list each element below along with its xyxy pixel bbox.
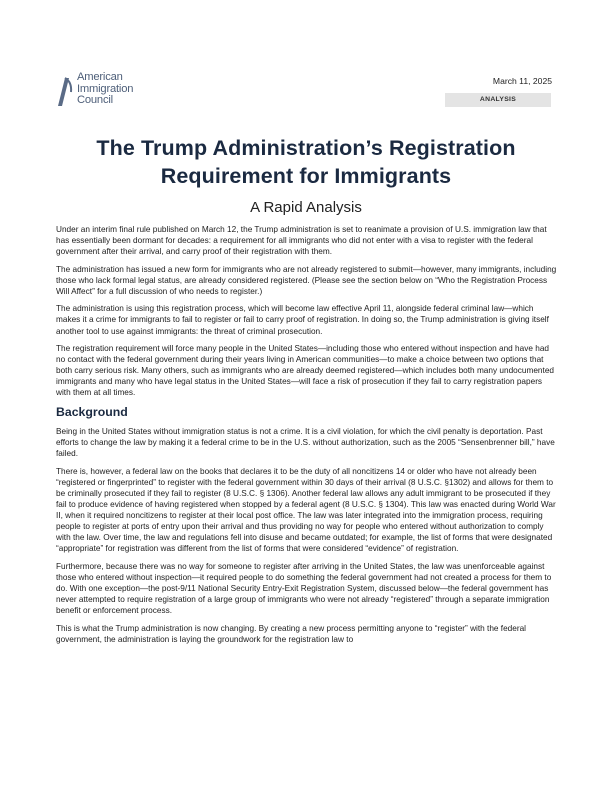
background-paragraph-1: Being in the United States without immigration status is not a crime. It is a civil violation, for which the civil penalty is deportation. Past efforts to change the law by making it a federal crime to be in the U.S. without authorization, such as the 2005 “Sensenbrenner bill,” have failed.	[56, 426, 555, 459]
article-body	[56, 224, 558, 651]
organization-logo	[56, 72, 133, 108]
intro-paragraph-1: Under an interim final rule published on March 12, the Trump administration is set to reanimate a provision of U.S. immigration law that has essentially been dormant for decades: a requirement for all immigrants who did not enter with a visa to register with the federal government after their arrival, and carry proof of their registration with them.	[56, 225, 547, 257]
title-line-1: The Trump Administration’s Registration	[96, 136, 516, 160]
category-tag: ANALYSIS	[445, 93, 551, 107]
background-paragraph-3: Furthermore, because there was no way for someone to register after arriving in the United States, the law was unenforceable against those who entered without inspection—it required people to do something the federal government had not created a process for them to do. With one exception—the post-9/11 National Security Entry-Exit Registration System, discussed below—the federal government has never attempted to require registration of a large group of immigrants who were not already “registered” through a separate immigration benefit or enforcement process.	[56, 561, 552, 616]
logo-line-2: Immigration	[77, 82, 134, 95]
intro-paragraph-3: The administration is using this registration process, which will become law effective April 11, alongside federal criminal law—which makes it a crime for immigrants to fail to register or fail to carry proof of registration. In doing so, the Trump administration is giving itself another tool to use against immigrants: the threat of criminal prosecution.	[56, 304, 549, 336]
background-heading: Background	[56, 404, 128, 419]
intro-paragraph-2: The administration has issued a new form for immigrants who are not already registered to submit—however, many immigrants, including those who lack formal legal status, are already considered registered. (Please see the section below on “Who the Registration Process Will Affect” for a full discussion of who needs to register.)	[56, 264, 557, 296]
background-paragraph-4: This is what the Trump administration is now changing. By creating a new process permitting anyone to “register” with the federal government, the administration is laying the groundwork for the registration law to	[56, 623, 527, 644]
logo-text	[77, 72, 133, 107]
logo-mark-icon	[56, 72, 74, 108]
page-subtitle: A Rapid Analysis	[250, 199, 362, 216]
background-paragraph-2: There is, however, a federal law on the books that declares it to be the duty of all noncitizens 14 or older who have not already been “registered or fingerprinted” to register with the federal government within 30 days of their arrival (8 U.S.C. §1302) and allows for them to be criminally prosecuted if they fail to register (8 U.S.C. § 1306). Another federal law allows any adult immigrant to be prosecuted if they fail to produce evidence of having registered when stopped by a federal agent (8 U.S.C. § 1304). This law was enacted during World War II, when it required noncitizens to register at their local post office. The law was later integrated into the immigration process, requiring people to register at ports of entry upon their arrival and thus providing no way for people who entered without authorization to comply with the law. Over time, the law and regulations fell into disuse and became outdated; for example, the list of forms that were designated “appropriate” for registration was different from the list of forms that were considered “evidence” of registration.	[56, 466, 556, 554]
title-line-2: Requirement for Immigrants	[160, 164, 452, 188]
publication-date: March 11, 2025	[492, 76, 552, 86]
intro-paragraph-4: The registration requirement will force many people in the United States—including those who entered without inspection and have had no contact with the federal government during their years living in American communities—to make a choice between two options that both carry serious risk. Many others, such as immigrants who are already deemed registered—which includes both many undocumented immigrants and many who have legal status in the United States—will face a risk of prosecution if they fail to carry registration papers with them at all times.	[56, 344, 554, 398]
page-title	[40, 134, 572, 190]
logo-line-3: Council	[77, 94, 113, 107]
logo-line-1: American	[77, 71, 123, 83]
